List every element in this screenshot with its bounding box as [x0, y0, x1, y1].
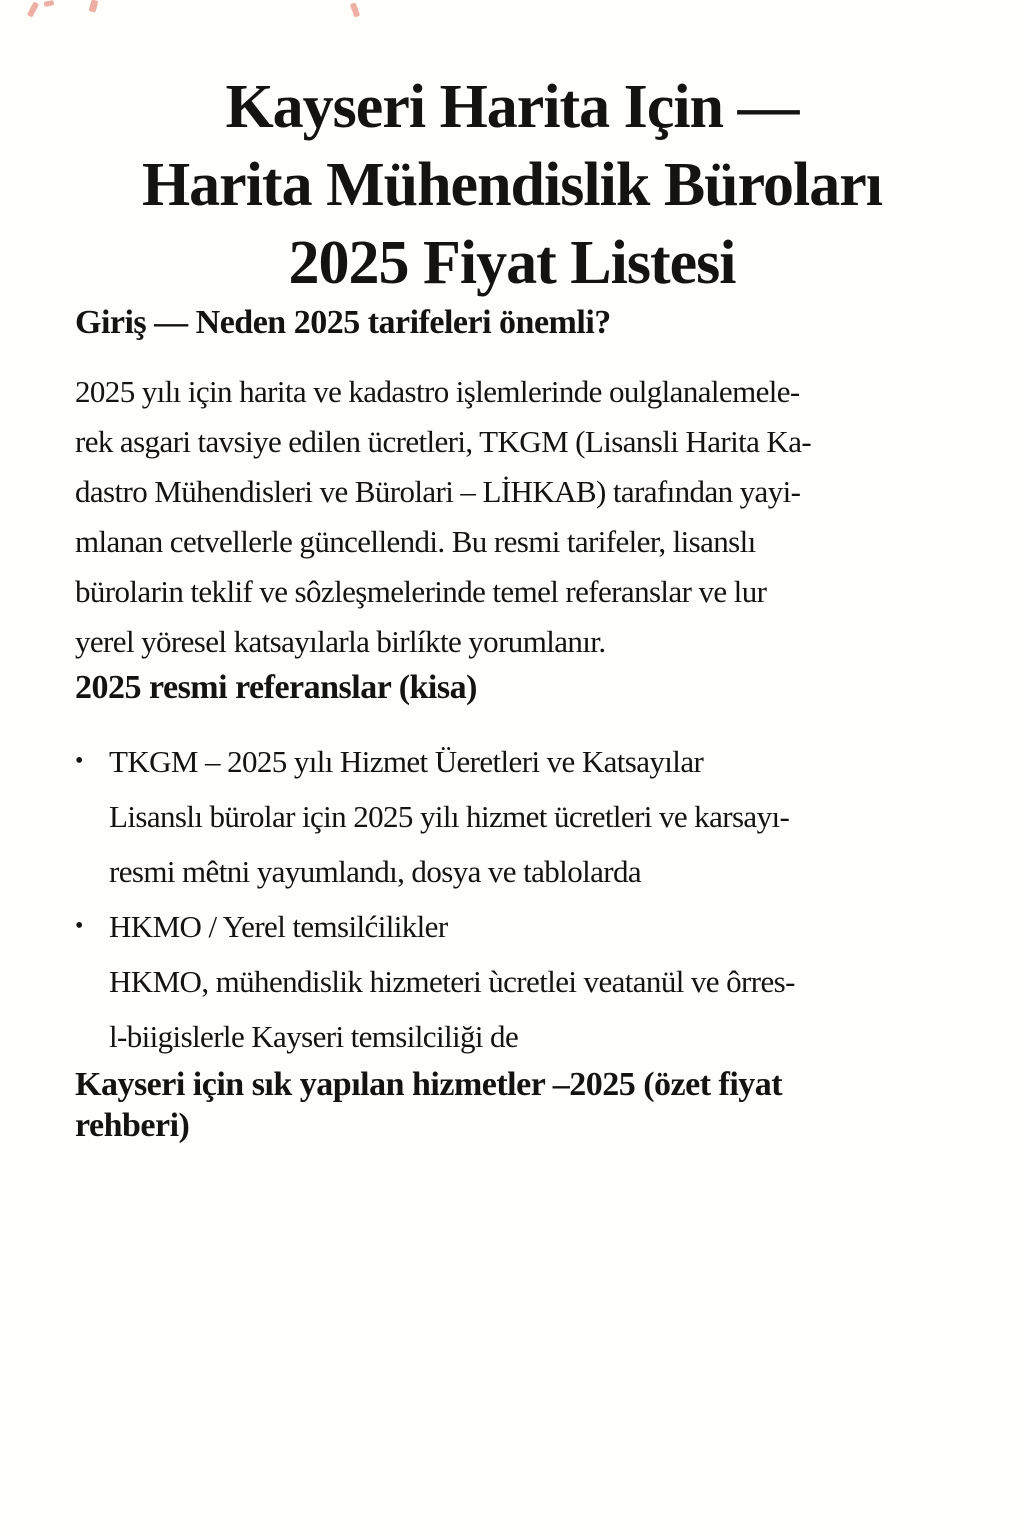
document-title-line-3: 2025 Fiyat Listesi — [288, 229, 736, 297]
intro-section-heading: Giriş — Neden 2025 tarifeleri önemli? — [75, 304, 611, 341]
scan-artifact-mark — [44, 0, 55, 7]
list-item-title: TKGM – 2025 yılı Hizmet Üeretleri ve Katsayılar — [109, 744, 704, 779]
intro-paragraph — [75, 367, 949, 667]
list-item-hkmo — [75, 899, 949, 1064]
document-title-line-1: Kayseri Harita Için — — [225, 73, 799, 141]
services-heading-line-2: rehberi) — [75, 1107, 190, 1144]
scan-artifact-mark — [27, 1, 39, 17]
intro-paragraph-line: yerel yöresel katsayılarla birlíkte yorumlanır. — [75, 624, 606, 659]
list-item-line: Lisanslı bürolar için 2025 yilı hizmet ücretleri ve karsayı- — [109, 799, 790, 834]
document-title-line-2: Harita Mühendislik Büroları — [141, 151, 883, 219]
references-list — [75, 734, 949, 1064]
bullet-icon: • — [75, 748, 83, 774]
intro-paragraph-line: 2025 yılı için harita ve kadastro işlemlerinde oulglanalemele- — [75, 374, 800, 409]
services-heading-line-1: Kayseri için sık yapılan hizmetler –2025 (özet fiyat — [75, 1066, 783, 1103]
list-item-tkgm — [75, 734, 949, 899]
intro-paragraph-line: dastro Mühendisleri ve Bürolari – LİHKAB) tarafından yayi- — [75, 474, 801, 509]
list-item-line: resmi mêtni yayumlandı, dosya ve tablolarda — [109, 854, 642, 889]
intro-paragraph-line: mlanan cetvellerle güncellendi. Bu resmi tarifeler, lisanslı — [75, 524, 756, 559]
list-item-body — [109, 899, 949, 1064]
list-item-line: HKMO, mühendislik hizmeteri ùcretlei veatanül ve ôrres- — [109, 964, 795, 999]
bullet-icon: • — [75, 913, 83, 939]
document-title — [75, 0, 949, 302]
list-item-title: HKMO / Yerel temsilćilikler — [109, 909, 448, 944]
list-item-line: l-biigislerle Kayseri temsilciliği de — [109, 1019, 519, 1054]
intro-paragraph-line: rek asgari tavsiye edilen ücretleri, TKGM (Lisansli Harita Ka- — [75, 424, 812, 459]
intro-paragraph-line: bürolarin teklif ve sôzleşmelerinde temel referanslar ve lur — [75, 574, 767, 609]
references-section-heading: 2025 resmi referanslar (kisa) — [75, 669, 477, 706]
services-section-heading — [75, 1064, 949, 1146]
list-item-body — [109, 734, 949, 899]
